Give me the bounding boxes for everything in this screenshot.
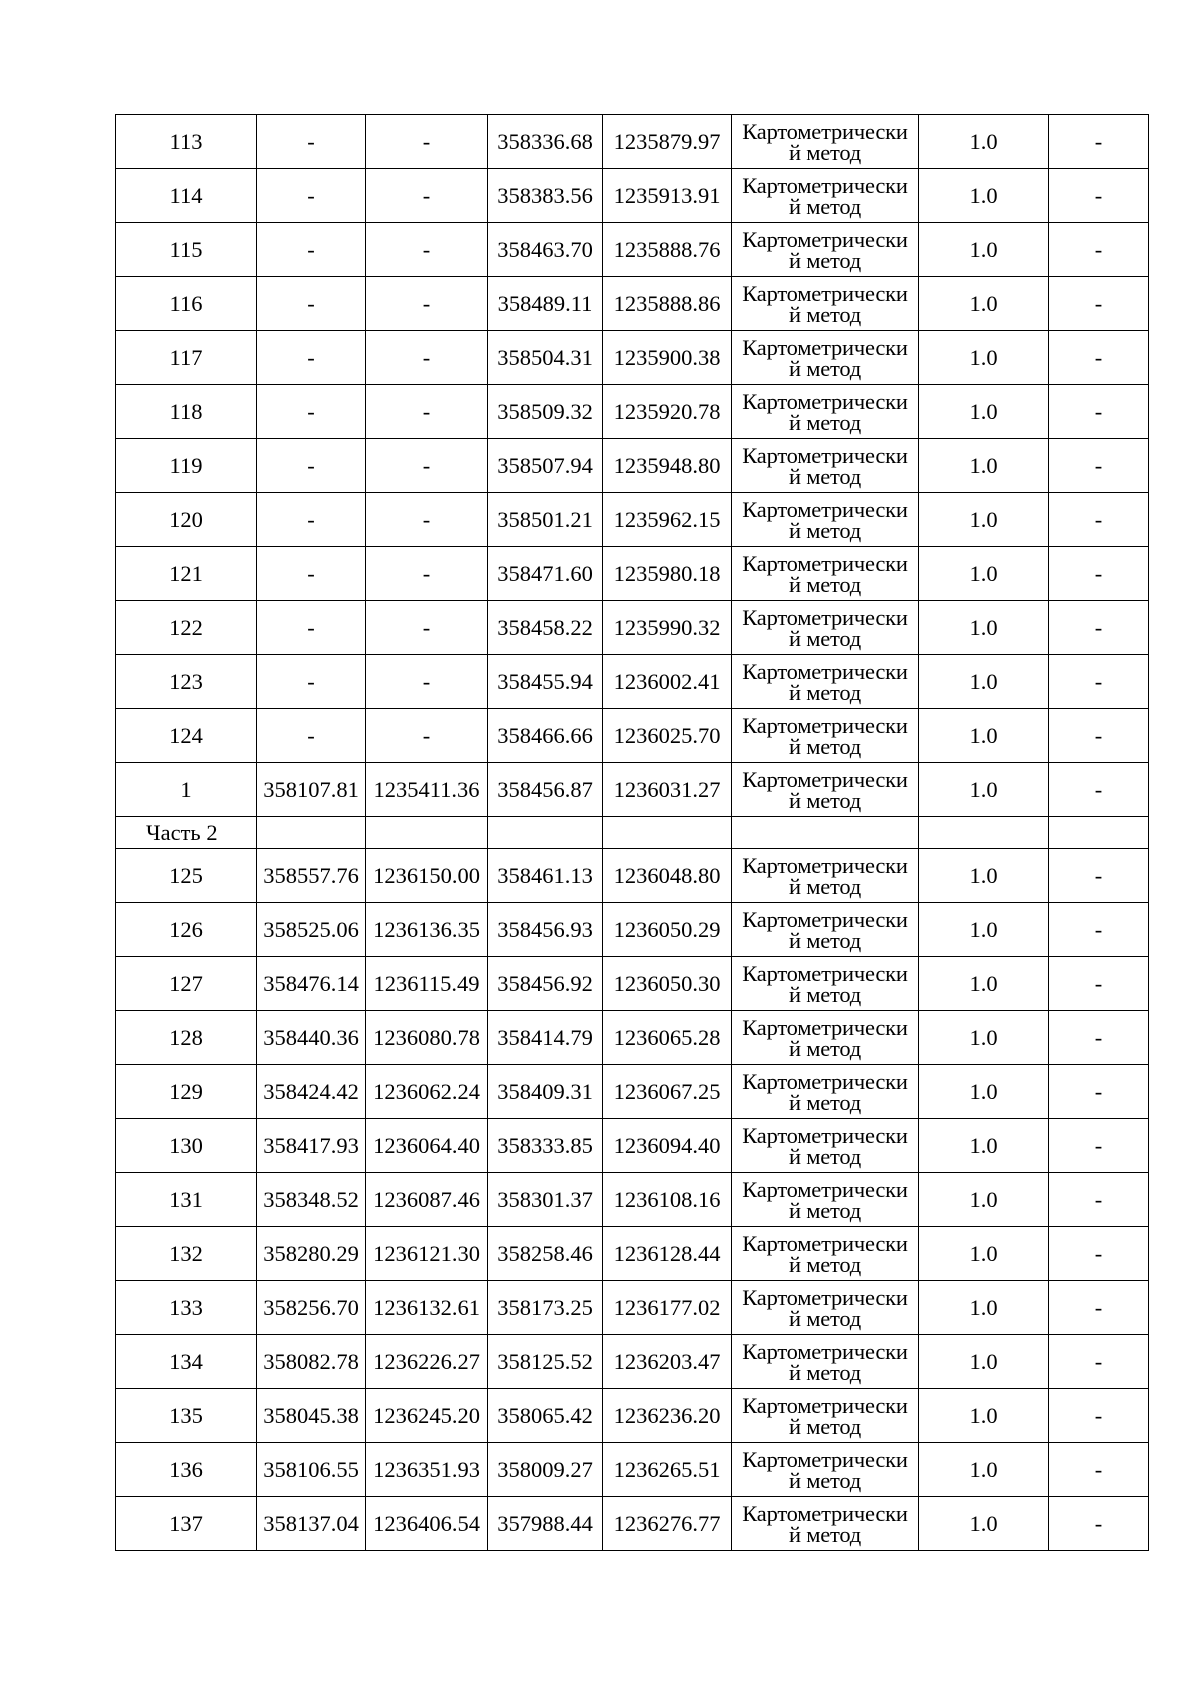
method-text-line: Картометрически [742, 1338, 908, 1364]
point-cell: 119 [116, 439, 257, 493]
method-text-line: Картометрически [742, 852, 908, 878]
y-old-cell: 1236080.78 [366, 1011, 488, 1065]
y-old-cell: - [366, 493, 488, 547]
x-old-cell: 358476.14 [257, 957, 366, 1011]
x-old-cell: - [257, 655, 366, 709]
x-old-cell: - [257, 385, 366, 439]
table-row [116, 1443, 1149, 1497]
method-text-line: й метод [788, 1197, 862, 1223]
x-old-cell: - [257, 115, 366, 169]
table-row [116, 1389, 1149, 1443]
accuracy-cell: 1.0 [919, 1227, 1049, 1281]
method-text-line: й метод [788, 1413, 862, 1439]
note-cell: - [1049, 1173, 1149, 1227]
method-text-line: Картометрически [742, 1014, 908, 1040]
method-text-line: й метод [788, 1089, 862, 1115]
method-cell [732, 547, 919, 601]
method-cell [732, 1227, 919, 1281]
point-cell: 134 [116, 1335, 257, 1389]
x-old-cell: 358417.93 [257, 1119, 366, 1173]
method-text-line: Картометрически [742, 334, 908, 360]
x-new-cell: 358504.31 [488, 331, 603, 385]
point-cell: 116 [116, 277, 257, 331]
note-cell: - [1049, 709, 1149, 763]
y-new-cell: 1235900.38 [603, 331, 732, 385]
x-new-cell: 358509.32 [488, 385, 603, 439]
point-cell: 130 [116, 1119, 257, 1173]
point-cell: 125 [116, 849, 257, 903]
x-old-cell: - [257, 223, 366, 277]
method-cell [732, 1065, 919, 1119]
y-old-cell: - [366, 223, 488, 277]
table-row [116, 1065, 1149, 1119]
note-cell: - [1049, 1335, 1149, 1389]
x-old-cell: 358137.04 [257, 1497, 366, 1551]
accuracy-cell: 1.0 [919, 385, 1049, 439]
x-new-cell: 358501.21 [488, 493, 603, 547]
note-cell: - [1049, 1065, 1149, 1119]
accuracy-cell: 1.0 [919, 709, 1049, 763]
x-old-cell: 358424.42 [257, 1065, 366, 1119]
empty-cell [603, 817, 732, 849]
method-cell [732, 1335, 919, 1389]
y-new-cell: 1235888.86 [603, 277, 732, 331]
method-text-line: Картометрически [742, 172, 908, 198]
accuracy-cell: 1.0 [919, 1065, 1049, 1119]
method-cell [732, 601, 919, 655]
method-text-line: Картометрически [742, 1392, 908, 1418]
y-new-cell: 1235990.32 [603, 601, 732, 655]
point-cell: 113 [116, 115, 257, 169]
y-new-cell: 1236050.29 [603, 903, 732, 957]
x-new-cell: 358409.31 [488, 1065, 603, 1119]
table-row [116, 331, 1149, 385]
table-body-part-2 [116, 849, 1149, 1551]
accuracy-cell: 1.0 [919, 277, 1049, 331]
x-new-cell: 358258.46 [488, 1227, 603, 1281]
empty-cell [1049, 817, 1149, 849]
table-row [116, 709, 1149, 763]
method-text-line: й метод [788, 139, 862, 165]
y-new-cell: 1235920.78 [603, 385, 732, 439]
table-row [116, 385, 1149, 439]
table-section-part-2 [116, 817, 1149, 849]
method-cell [732, 655, 919, 709]
table-body-part-1 [116, 115, 1149, 817]
y-new-cell: 1235962.15 [603, 493, 732, 547]
x-old-cell: - [257, 331, 366, 385]
table-row [116, 115, 1149, 169]
y-old-cell: - [366, 601, 488, 655]
x-new-cell: 358383.56 [488, 169, 603, 223]
method-text-line: Картометрически [742, 280, 908, 306]
x-new-cell: 358456.92 [488, 957, 603, 1011]
point-cell: 123 [116, 655, 257, 709]
method-cell [732, 115, 919, 169]
point-cell: 137 [116, 1497, 257, 1551]
method-text-line: й метод [788, 981, 862, 1007]
point-cell: 131 [116, 1173, 257, 1227]
x-new-cell: 358456.93 [488, 903, 603, 957]
y-new-cell: 1236177.02 [603, 1281, 732, 1335]
accuracy-cell: 1.0 [919, 655, 1049, 709]
y-old-cell: 1236132.61 [366, 1281, 488, 1335]
point-cell: 136 [116, 1443, 257, 1497]
x-new-cell: 358507.94 [488, 439, 603, 493]
y-new-cell: 1236203.47 [603, 1335, 732, 1389]
x-new-cell: 358458.22 [488, 601, 603, 655]
y-new-cell: 1236108.16 [603, 1173, 732, 1227]
method-text-line: й метод [788, 409, 862, 435]
accuracy-cell: 1.0 [919, 223, 1049, 277]
table-row [116, 1227, 1149, 1281]
point-cell: 115 [116, 223, 257, 277]
method-text-line: й метод [788, 1035, 862, 1061]
y-old-cell: 1236115.49 [366, 957, 488, 1011]
accuracy-cell: 1.0 [919, 903, 1049, 957]
y-old-cell: 1236245.20 [366, 1389, 488, 1443]
note-cell: - [1049, 655, 1149, 709]
method-text-line: й метод [788, 463, 862, 489]
method-cell [732, 957, 919, 1011]
accuracy-cell: 1.0 [919, 1497, 1049, 1551]
y-new-cell: 1235948.80 [603, 439, 732, 493]
note-cell: - [1049, 601, 1149, 655]
point-cell: 127 [116, 957, 257, 1011]
point-cell: 117 [116, 331, 257, 385]
accuracy-cell: 1.0 [919, 115, 1049, 169]
x-new-cell: 358333.85 [488, 1119, 603, 1173]
y-new-cell: 1236065.28 [603, 1011, 732, 1065]
method-text-line: Картометрически [742, 712, 908, 738]
x-old-cell: 358280.29 [257, 1227, 366, 1281]
x-old-cell: - [257, 547, 366, 601]
method-text-line: й метод [788, 247, 862, 273]
accuracy-cell: 1.0 [919, 1173, 1049, 1227]
y-new-cell: 1236067.25 [603, 1065, 732, 1119]
method-text-line: Картометрически [742, 906, 908, 932]
note-cell: - [1049, 1281, 1149, 1335]
y-new-cell: 1236128.44 [603, 1227, 732, 1281]
y-old-cell: 1236136.35 [366, 903, 488, 957]
y-new-cell: 1236025.70 [603, 709, 732, 763]
note-cell: - [1049, 1443, 1149, 1497]
x-old-cell: 358082.78 [257, 1335, 366, 1389]
point-cell: 126 [116, 903, 257, 957]
note-cell: - [1049, 1227, 1149, 1281]
note-cell: - [1049, 957, 1149, 1011]
method-text-line: й метод [788, 193, 862, 219]
method-text-line: Картометрически [742, 1284, 908, 1310]
table-row [116, 1119, 1149, 1173]
x-new-cell: 358461.13 [488, 849, 603, 903]
method-text-line: й метод [788, 1251, 862, 1277]
y-new-cell: 1236236.20 [603, 1389, 732, 1443]
x-old-cell: 358348.52 [257, 1173, 366, 1227]
x-old-cell: - [257, 601, 366, 655]
point-cell: 114 [116, 169, 257, 223]
method-text-line: й метод [788, 927, 862, 953]
accuracy-cell: 1.0 [919, 169, 1049, 223]
method-text-line: Картометрически [742, 658, 908, 684]
method-cell [732, 1389, 919, 1443]
y-old-cell: 1235411.36 [366, 763, 488, 817]
y-new-cell: 1236048.80 [603, 849, 732, 903]
y-new-cell: 1236094.40 [603, 1119, 732, 1173]
method-cell [732, 439, 919, 493]
x-new-cell: 358466.66 [488, 709, 603, 763]
point-cell: 121 [116, 547, 257, 601]
table-row [116, 655, 1149, 709]
y-old-cell: - [366, 547, 488, 601]
table-row [116, 1281, 1149, 1335]
accuracy-cell: 1.0 [919, 1335, 1049, 1389]
note-cell: - [1049, 331, 1149, 385]
accuracy-cell: 1.0 [919, 1389, 1049, 1443]
x-new-cell: 358125.52 [488, 1335, 603, 1389]
note-cell: - [1049, 169, 1149, 223]
x-new-cell: 358173.25 [488, 1281, 603, 1335]
y-old-cell: 1236121.30 [366, 1227, 488, 1281]
table-row [116, 439, 1149, 493]
note-cell: - [1049, 849, 1149, 903]
y-new-cell: 1236002.41 [603, 655, 732, 709]
y-old-cell: 1236087.46 [366, 1173, 488, 1227]
method-cell [732, 385, 919, 439]
y-new-cell: 1236050.30 [603, 957, 732, 1011]
table-row [116, 493, 1149, 547]
section-label: Часть 2 [116, 817, 257, 849]
x-old-cell: - [257, 439, 366, 493]
y-new-cell: 1235913.91 [603, 169, 732, 223]
x-old-cell: - [257, 709, 366, 763]
y-new-cell: 1235980.18 [603, 547, 732, 601]
x-new-cell: 358489.11 [488, 277, 603, 331]
method-cell [732, 1173, 919, 1227]
x-new-cell: 358456.87 [488, 763, 603, 817]
section-row [116, 817, 1149, 849]
note-cell: - [1049, 115, 1149, 169]
x-old-cell: - [257, 169, 366, 223]
table-row [116, 903, 1149, 957]
method-text-line: й метод [788, 1467, 862, 1493]
accuracy-cell: 1.0 [919, 763, 1049, 817]
method-text-line: Картометрически [742, 442, 908, 468]
method-cell [732, 331, 919, 385]
method-cell [732, 903, 919, 957]
table-row [116, 223, 1149, 277]
y-old-cell: 1236064.40 [366, 1119, 488, 1173]
method-text-line: й метод [788, 733, 862, 759]
method-text-line: Картометрически [742, 960, 908, 986]
method-text-line: Картометрически [742, 496, 908, 522]
point-cell: 129 [116, 1065, 257, 1119]
method-text-line: Картометрически [742, 604, 908, 630]
method-text-line: Картометрически [742, 766, 908, 792]
method-text-line: й метод [788, 1521, 862, 1547]
method-text-line: й метод [788, 787, 862, 813]
note-cell: - [1049, 903, 1149, 957]
accuracy-cell: 1.0 [919, 957, 1049, 1011]
method-text-line: Картометрически [742, 1500, 908, 1526]
y-old-cell: - [366, 655, 488, 709]
y-old-cell: 1236351.93 [366, 1443, 488, 1497]
y-old-cell: - [366, 331, 488, 385]
coordinates-table [115, 114, 1149, 1551]
x-old-cell: 358106.55 [257, 1443, 366, 1497]
note-cell: - [1049, 763, 1149, 817]
x-new-cell: 358414.79 [488, 1011, 603, 1065]
note-cell: - [1049, 439, 1149, 493]
x-new-cell: 358471.60 [488, 547, 603, 601]
method-text-line: Картометрически [742, 1068, 908, 1094]
table-row [116, 169, 1149, 223]
method-text-line: й метод [788, 679, 862, 705]
method-cell [732, 169, 919, 223]
table-row [116, 849, 1149, 903]
method-text-line: Картометрически [742, 1176, 908, 1202]
note-cell: - [1049, 385, 1149, 439]
method-text-line: й метод [788, 1359, 862, 1385]
y-old-cell: - [366, 439, 488, 493]
accuracy-cell: 1.0 [919, 493, 1049, 547]
method-cell [732, 1119, 919, 1173]
table-row [116, 547, 1149, 601]
accuracy-cell: 1.0 [919, 547, 1049, 601]
table-row [116, 957, 1149, 1011]
y-old-cell: 1236226.27 [366, 1335, 488, 1389]
accuracy-cell: 1.0 [919, 1119, 1049, 1173]
y-old-cell: - [366, 385, 488, 439]
accuracy-cell: 1.0 [919, 1281, 1049, 1335]
method-text-line: Картометрически [742, 118, 908, 144]
x-old-cell: - [257, 277, 366, 331]
x-new-cell: 357988.44 [488, 1497, 603, 1551]
y-old-cell: 1236406.54 [366, 1497, 488, 1551]
table-row [116, 277, 1149, 331]
accuracy-cell: 1.0 [919, 331, 1049, 385]
method-text-line: й метод [788, 301, 862, 327]
y-new-cell: 1236031.27 [603, 763, 732, 817]
y-new-cell: 1235888.76 [603, 223, 732, 277]
point-cell: 120 [116, 493, 257, 547]
note-cell: - [1049, 1497, 1149, 1551]
empty-cell [488, 817, 603, 849]
method-cell [732, 1443, 919, 1497]
y-new-cell: 1235879.97 [603, 115, 732, 169]
note-cell: - [1049, 223, 1149, 277]
point-cell: 118 [116, 385, 257, 439]
table-row [116, 1335, 1149, 1389]
accuracy-cell: 1.0 [919, 439, 1049, 493]
method-text-line: й метод [788, 873, 862, 899]
empty-cell [919, 817, 1049, 849]
x-new-cell: 358009.27 [488, 1443, 603, 1497]
method-cell [732, 1011, 919, 1065]
note-cell: - [1049, 1389, 1149, 1443]
method-text-line: Картометрически [742, 1122, 908, 1148]
x-old-cell: 358440.36 [257, 1011, 366, 1065]
method-text-line: Картометрически [742, 1230, 908, 1256]
x-old-cell: - [257, 493, 366, 547]
method-cell [732, 849, 919, 903]
point-cell: 1 [116, 763, 257, 817]
table-row [116, 601, 1149, 655]
x-new-cell: 358336.68 [488, 115, 603, 169]
table-row [116, 763, 1149, 817]
method-text-line: й метод [788, 517, 862, 543]
x-new-cell: 358301.37 [488, 1173, 603, 1227]
method-text-line: й метод [788, 625, 862, 651]
x-old-cell: 358557.76 [257, 849, 366, 903]
accuracy-cell: 1.0 [919, 601, 1049, 655]
method-text-line: Картометрически [742, 550, 908, 576]
method-cell [732, 223, 919, 277]
note-cell: - [1049, 277, 1149, 331]
point-cell: 132 [116, 1227, 257, 1281]
method-text-line: Картометрически [742, 388, 908, 414]
y-old-cell: - [366, 277, 488, 331]
table-row [116, 1173, 1149, 1227]
method-cell [732, 709, 919, 763]
note-cell: - [1049, 493, 1149, 547]
point-cell: 122 [116, 601, 257, 655]
y-old-cell: - [366, 115, 488, 169]
note-cell: - [1049, 1011, 1149, 1065]
x-new-cell: 358455.94 [488, 655, 603, 709]
point-cell: 133 [116, 1281, 257, 1335]
method-text-line: й метод [788, 1143, 862, 1169]
y-old-cell: 1236062.24 [366, 1065, 488, 1119]
method-cell [732, 277, 919, 331]
empty-cell [732, 817, 919, 849]
method-text-line: Картометрически [742, 226, 908, 252]
x-old-cell: 358525.06 [257, 903, 366, 957]
y-old-cell: - [366, 709, 488, 763]
empty-cell [257, 817, 366, 849]
method-text-line: й метод [788, 1305, 862, 1331]
table-row [116, 1011, 1149, 1065]
method-cell [732, 1497, 919, 1551]
y-old-cell: 1236150.00 [366, 849, 488, 903]
point-cell: 124 [116, 709, 257, 763]
method-cell [732, 1281, 919, 1335]
x-old-cell: 358045.38 [257, 1389, 366, 1443]
method-text-line: й метод [788, 571, 862, 597]
y-new-cell: 1236265.51 [603, 1443, 732, 1497]
method-text-line: й метод [788, 355, 862, 381]
note-cell: - [1049, 1119, 1149, 1173]
accuracy-cell: 1.0 [919, 1443, 1049, 1497]
x-new-cell: 358065.42 [488, 1389, 603, 1443]
note-cell: - [1049, 547, 1149, 601]
method-cell [732, 763, 919, 817]
accuracy-cell: 1.0 [919, 849, 1049, 903]
point-cell: 135 [116, 1389, 257, 1443]
method-text-line: Картометрически [742, 1446, 908, 1472]
point-cell: 128 [116, 1011, 257, 1065]
method-cell [732, 493, 919, 547]
x-old-cell: 358107.81 [257, 763, 366, 817]
y-new-cell: 1236276.77 [603, 1497, 732, 1551]
x-new-cell: 358463.70 [488, 223, 603, 277]
table-row [116, 1497, 1149, 1551]
accuracy-cell: 1.0 [919, 1011, 1049, 1065]
y-old-cell: - [366, 169, 488, 223]
empty-cell [366, 817, 488, 849]
x-old-cell: 358256.70 [257, 1281, 366, 1335]
